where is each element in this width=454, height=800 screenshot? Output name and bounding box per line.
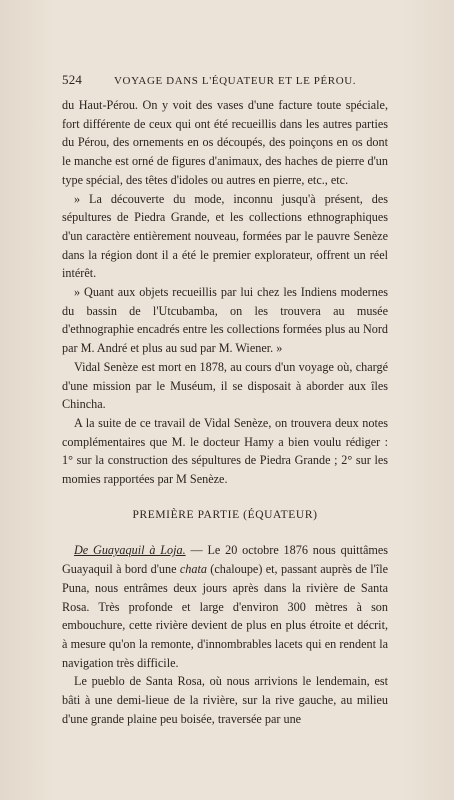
- page-number: 524: [62, 72, 83, 87]
- running-title: VOYAGE DANS L'ÉQUATEUR ET LE PÉROU.: [114, 75, 357, 87]
- paragraph-death: Vidal Senèze est mort en 1878, au cours d'un voyage où, chargé d'une mission par le Muséum, il se disposait à aborder aux îles Chincha.: [62, 359, 388, 412]
- italic-term-chata: chata: [179, 562, 207, 577]
- paragraph-lead-title: De Guayaquil à Loja.: [74, 543, 186, 558]
- section-title: PREMIÈRE PARTIE (ÉQUATEUR): [132, 508, 318, 521]
- paragraph-text-a: — Le 20 octobre 1876 nous quittâmes Guayaquil à bord d'une: [62, 543, 388, 577]
- paragraph-quote-discovery: » La découverte du mode, inconnu jusqu'à présent, des sépultures de Piedra Grande, et les collections ethnographiques d'un caractère entièrement nouveau, formées par le pauvre Senèze dans la région dont il a été le premier explorateur, offrent un réel intérêt.: [62, 191, 388, 281]
- body-text: [62, 96, 388, 729]
- paragraph-continuation: du Haut-Pérou. On y voit des vases d'une facture toute spéciale, fort différente de ceux qui ont été recueillis dans les autres parties du Pérou, des ornements en os découpés, des poinçons en os dont le manche est orné de figures d'animaux, des haches de pierre d'un type spécial, des têtes d'idoles ou autres en pierre, etc., etc.: [62, 98, 388, 187]
- paragraph-santa-rosa: Le pueblo de Santa Rosa, où nous arrivions le lendemain, est bâti à une demi-lieue de la rivière, sur la rive gauche, au milieu d'une grande plaine peu boisée, traversée par une: [62, 674, 388, 726]
- running-header: [62, 72, 392, 88]
- paragraph-quote-objects: » Quant aux objets recueillis par lui chez les Indiens modernes du bassin de l'Utcubamba, on les trouvera au musée d'ethnographie encadrés entre les collections formées plus au Nord par M. André et plus au sud par M. Wiener. »: [62, 285, 388, 356]
- paragraph-text-b: (chaloupe) et, passant auprès de l'île Puna, nous entrâmes deux jours après dans la rivière de Santa Rosa. Très profonde et large d'environ 300 mètres à son embouchure, cette rivière devient de plus en plus étroite et décrit, à mesure qu'on la remonte, d'innombrables lacets qui en rendent la navigation très difficile.: [62, 562, 389, 670]
- paragraph-notes: A la suite de ce travail de Vidal Senèze, on trouvera deux notes complémentaires que M. le docteur Hamy a bien voulu rédiger : 1° sur la construction des sépultures de Piedra Grande ; 2° sur les momies rapportées par M Senèze.: [62, 415, 388, 487]
- paragraph-guayaquil: [62, 541, 388, 672]
